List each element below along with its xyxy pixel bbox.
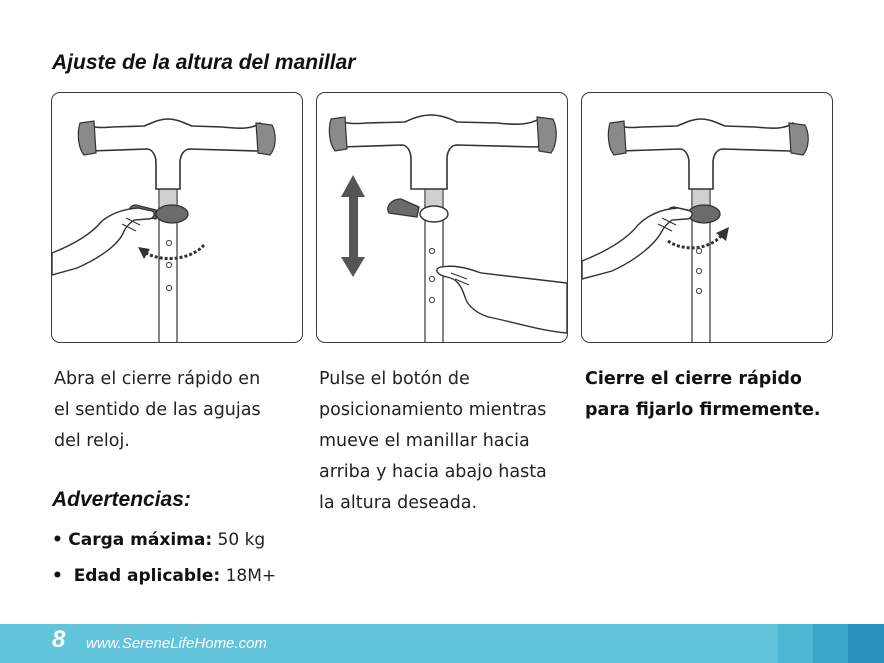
step-3-line: para fijarlo firmemente. xyxy=(585,400,821,420)
step-1-text xyxy=(54,364,261,457)
warning-value: 50 kg xyxy=(217,530,266,550)
step-1-line: del reloj. xyxy=(54,431,130,451)
step-2-line: la altura deseada. xyxy=(319,493,478,513)
step-2-line: Pulse el botón de xyxy=(319,369,470,389)
step-1-line: el sentido de las agujas xyxy=(54,400,261,420)
warnings-title: Advertencias: xyxy=(52,488,191,511)
step-3-text xyxy=(585,364,821,426)
step-2-line: mueve el manillar hacia xyxy=(319,431,530,451)
step-1-line: Abra el cierre rápido en xyxy=(54,369,261,389)
warning-label: Carga máxima: xyxy=(68,530,213,550)
step-2-line: arriba y hacia abajo hasta xyxy=(319,462,547,482)
step-2-text xyxy=(319,364,547,519)
warning-bullet: • xyxy=(52,566,63,586)
illustration-open-clamp xyxy=(51,92,303,343)
page-number: 8 xyxy=(52,626,66,653)
page-title: Ajuste de la altura del manillar xyxy=(52,51,356,74)
website-link[interactable]: www.SereneLifeHome.com xyxy=(86,635,267,652)
step-3-line: Cierre el cierre rápido xyxy=(585,369,802,389)
footer-bar xyxy=(0,624,884,663)
warning-bullet: • xyxy=(52,530,63,550)
footer-stripe xyxy=(848,624,884,663)
step-2-line: posicionamiento mientras xyxy=(319,400,547,420)
illustration-adjust-height xyxy=(316,92,568,343)
warning-age xyxy=(52,566,276,586)
footer-stripe xyxy=(813,624,848,663)
footer-stripe xyxy=(778,624,813,663)
warning-max-load xyxy=(52,530,265,550)
warning-label: Edad aplicable: xyxy=(73,566,221,586)
warning-value: 18M+ xyxy=(225,566,277,586)
illustration-close-clamp xyxy=(581,92,833,343)
